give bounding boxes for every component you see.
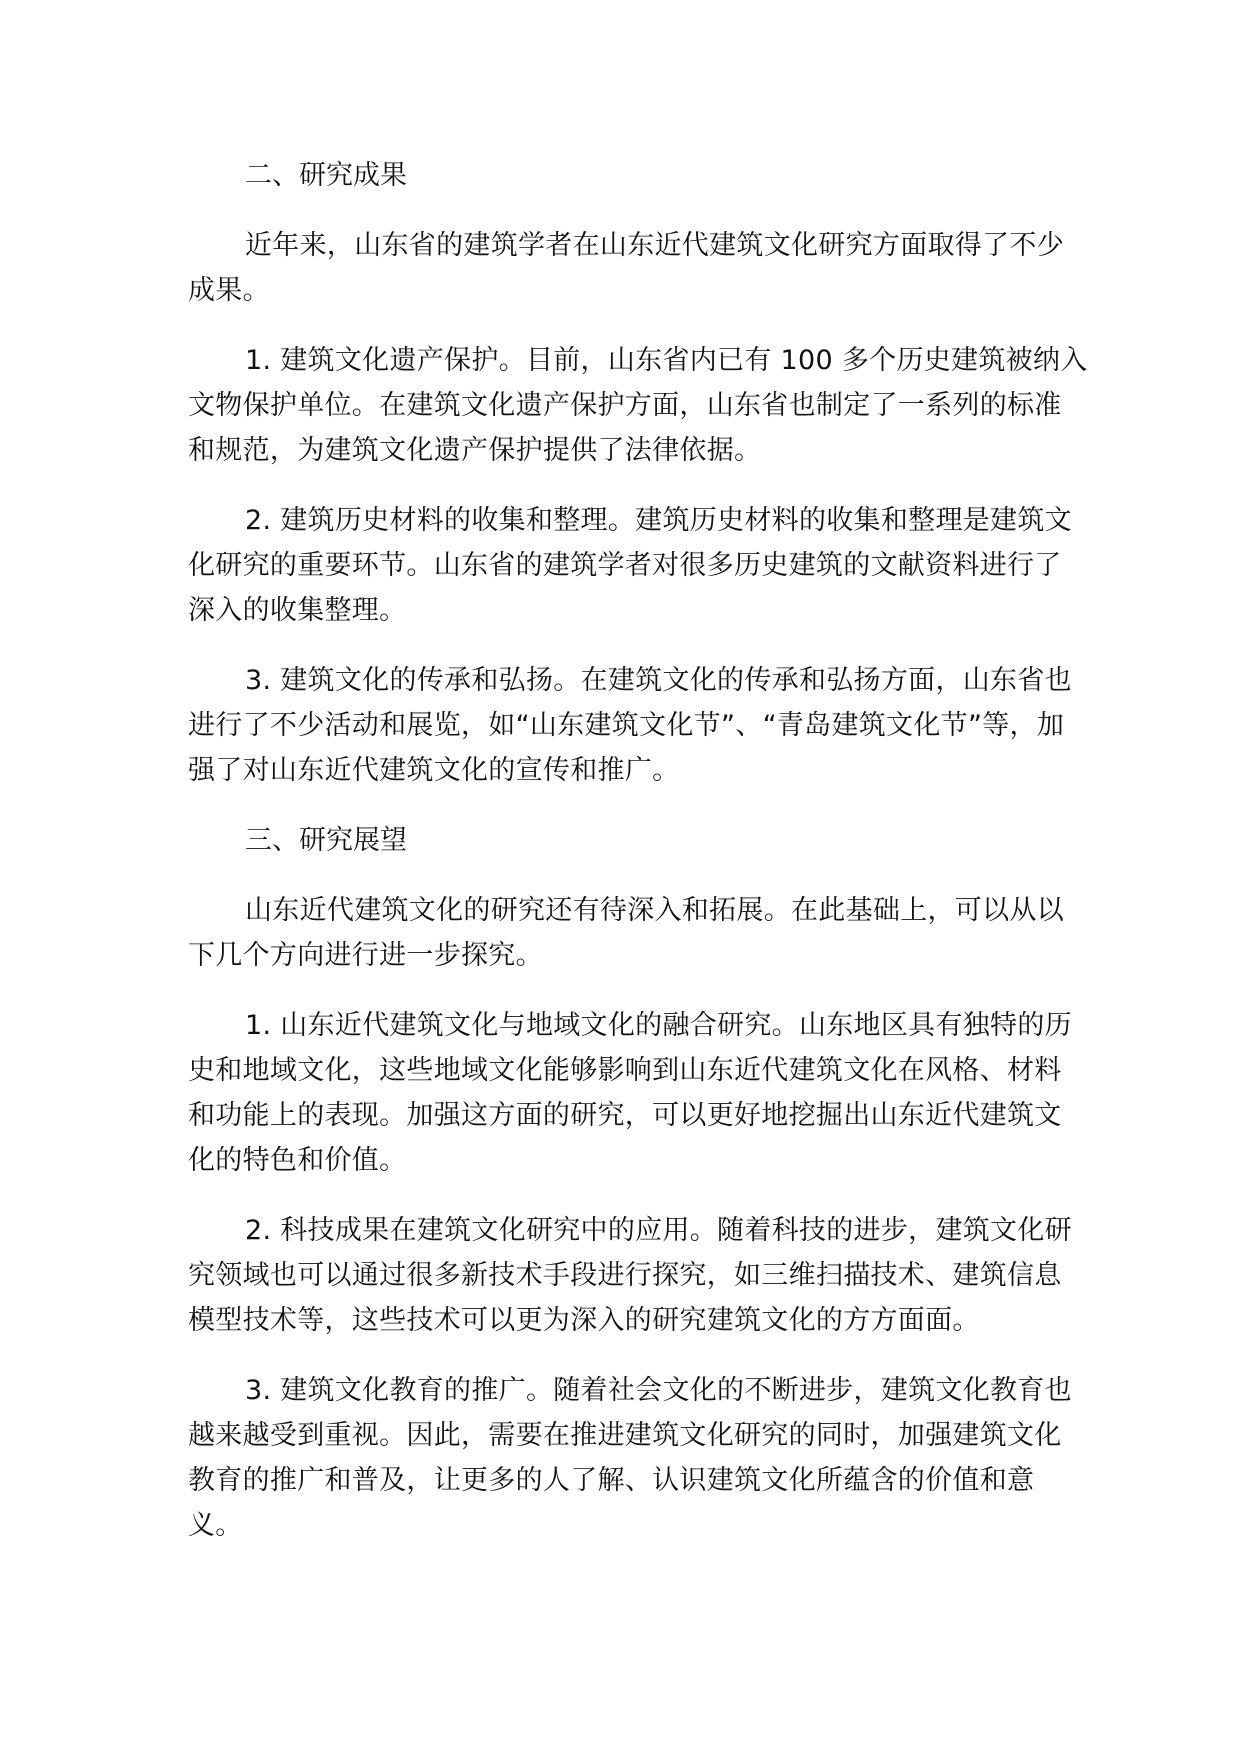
paragraph-material-collection: 2. 建筑历史材料的收集和整理。建筑历史材料的收集和整理是建筑文化研究的重要环节。山东省的建筑学者对很多历史建筑的文献资料进行了深入的收集整理。: [188, 505, 1072, 626]
section-heading-outlook: 三、研究展望: [245, 825, 407, 856]
paragraph-technology-application: 2. 科技成果在建筑文化研究中的应用。随着科技的进步，建筑文化研究领域也可以通过很多新技术手段进行探究，如三维扫描技术、建筑信息模型技术等，这些技术可以更为深入的研究建筑文化的方方面面。: [188, 1215, 1072, 1336]
section-heading-results: 二、研究成果: [245, 160, 407, 191]
paragraph-culture-inheritance: 3. 建筑文化的传承和弘扬。在建筑文化的传承和弘扬方面，山东省也进行了不少活动和展览，如“山东建筑文化节”、“青岛建筑文化节”等，加强了对山东近代建筑文化的宣传和推广。: [188, 665, 1072, 786]
paragraph-education-promotion: 3. 建筑文化教育的推广。随着社会文化的不断进步，建筑文化教育也越来越受到重视。因此，需要在推进建筑文化研究的同时，加强建筑文化教育的推广和普及，让更多的人了解、认识建筑文化所蕴含的价值和意义。: [188, 1375, 1072, 1541]
paragraph-results-intro: 近年来，山东省的建筑学者在山东近代建筑文化研究方面取得了不少成果。: [188, 230, 1064, 306]
paragraph-regional-fusion: 1. 山东近代建筑文化与地域文化的融合研究。山东地区具有独特的历史和地域文化，这些地域文化能够影响到山东近代建筑文化在风格、材料和功能上的表现。加强这方面的研究，可以更好地挖掘出山东近代建筑文化的特色和价值。: [188, 1010, 1072, 1176]
paragraph-heritage-protection: 1. 建筑文化遗产保护。目前，山东省内已有 100 多个历史建筑被纳入文物保护单位。在建筑文化遗产保护方面，山东省也制定了一系列的标准和规范，为建筑文化遗产保护提供了法律依据。: [188, 345, 1088, 466]
paragraph-outlook-intro: 山东近代建筑文化的研究还有待深入和拓展。在此基础上，可以从以下几个方向进行进一步探究。: [188, 895, 1064, 971]
document-page: [188, 153, 1088, 1573]
